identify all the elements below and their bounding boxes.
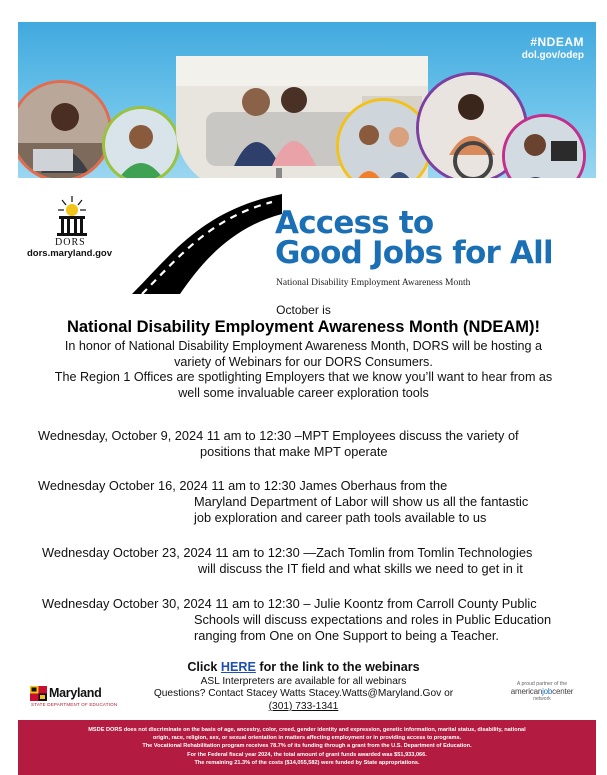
page-title: National Disability Employment Awareness Month (NDEAM)! [66, 318, 541, 336]
intro-paragraph [0, 339, 607, 401]
event-line: job exploration and career path tools available to us [194, 510, 487, 525]
sunburst-icon [58, 196, 86, 216]
ajc-proud-partner: A proud partner of the [516, 681, 568, 687]
event-oct-16 [38, 478, 528, 526]
maryland-wordmark: Maryland [49, 686, 102, 700]
msde-subtitle: STATE DEPARTMENT OF EDUCATION [31, 702, 118, 707]
dors-logo-text: DORS [55, 237, 86, 248]
event-oct-9 [38, 428, 519, 460]
event-line: Wednesday October 23, 2024 11 am to 12:30 —Zach Tomlin from Tomlin Technologies [42, 545, 533, 560]
event-line: Wednesday October 30, 2024 11 am to 12:30 – Julie Koontz from Carroll County Public [42, 596, 537, 611]
intro-line: The Region 1 Offices are spotlighting Employers that we know you’ll want to hear from as [54, 370, 553, 384]
photo-woman-laptop [18, 80, 112, 178]
intro-line: variety of Webinars for our DORS Consumers. [174, 354, 433, 369]
event-line: Wednesday, October 9, 2024 11 am to 12:30 –MPT Employees discuss the variety of [38, 428, 519, 443]
ndeam-banner [18, 22, 596, 178]
event-line: Wednesday October 16, 2024 11 am to 12:30 James Oberhaus from the [38, 478, 448, 493]
phone-link[interactable]: (301) 733-1341 [268, 701, 339, 712]
event-line: Schools will discuss expectations and roles in Public Education [194, 612, 552, 627]
webinar-link-line [0, 660, 607, 674]
contact-line: Questions? Contact Stacey Watts Stacey.Watts@Maryland.Gov or [153, 688, 454, 699]
ajc-brand-job: job [542, 687, 553, 696]
ajc-brand-american: american [510, 687, 543, 696]
banner-tag [522, 36, 584, 61]
odep-url[interactable]: dol.gov/odep [521, 49, 584, 61]
footer-line: The Vocational Rehabilitation program receives 78.7% of its funding through a grant from the U.S. Department of Education. [142, 743, 472, 750]
ajc-wordmark [502, 687, 582, 696]
dors-url[interactable]: dors.maryland.gov [27, 248, 112, 259]
footer-line: origin, race, religion, sex, or sexual orientation in matters affecting employment or in providing access to programs. [152, 735, 462, 742]
asl-note: ASL Interpreters are available for all webinars [200, 676, 407, 687]
click-prefix: Click [187, 660, 221, 674]
headline-line2: Good Jobs for All [275, 235, 553, 271]
event-oct-23 [42, 545, 532, 577]
hashtag: #NDEAM [530, 35, 584, 49]
footer-line: For the Federal fiscal year 2024, the total amount of grant funds awarded was $51,933,066. [187, 751, 427, 758]
october-is: October is [276, 303, 331, 317]
ajc-network: network [533, 696, 551, 702]
event-oct-30 [42, 596, 551, 644]
here-link[interactable]: HERE [220, 660, 256, 674]
photo-man-green-shirt [102, 106, 180, 178]
event-line: positions that make MPT operate [200, 444, 388, 459]
road-graphic [132, 184, 282, 294]
headline-line1: Access to [275, 205, 434, 241]
intro-line: In honor of National Disability Employment Awareness Month, DORS will be hosting a [64, 339, 543, 353]
intro-line: well some invaluable career exploration tools [178, 385, 429, 400]
event-line: Maryland Department of Labor will show us all the fantastic [194, 494, 529, 509]
headline [275, 205, 553, 271]
american-job-center-logo [502, 681, 582, 702]
event-line: will discuss the IT field and what skills we need to get in it [198, 561, 523, 576]
footer-line: MSDE DORS does not discriminate on the basis of age, ancestry, color, creed, gender identity and expression, genetic information, marital status, disability, national [88, 727, 526, 733]
footer-line: The remaining 21.3% of the costs ($14,055,582) were funded by State appropriations. [194, 759, 420, 766]
headline-subtitle: National Disability Employment Awareness Month [276, 278, 471, 288]
click-suffix: for the link to the webinars [255, 660, 420, 674]
nondiscrimination-footer [18, 720, 596, 775]
event-line: ranging from One on One Support to being a Teacher. [194, 628, 499, 643]
maryland-flag-icon [30, 686, 47, 701]
ajc-brand-center: center [552, 687, 574, 696]
